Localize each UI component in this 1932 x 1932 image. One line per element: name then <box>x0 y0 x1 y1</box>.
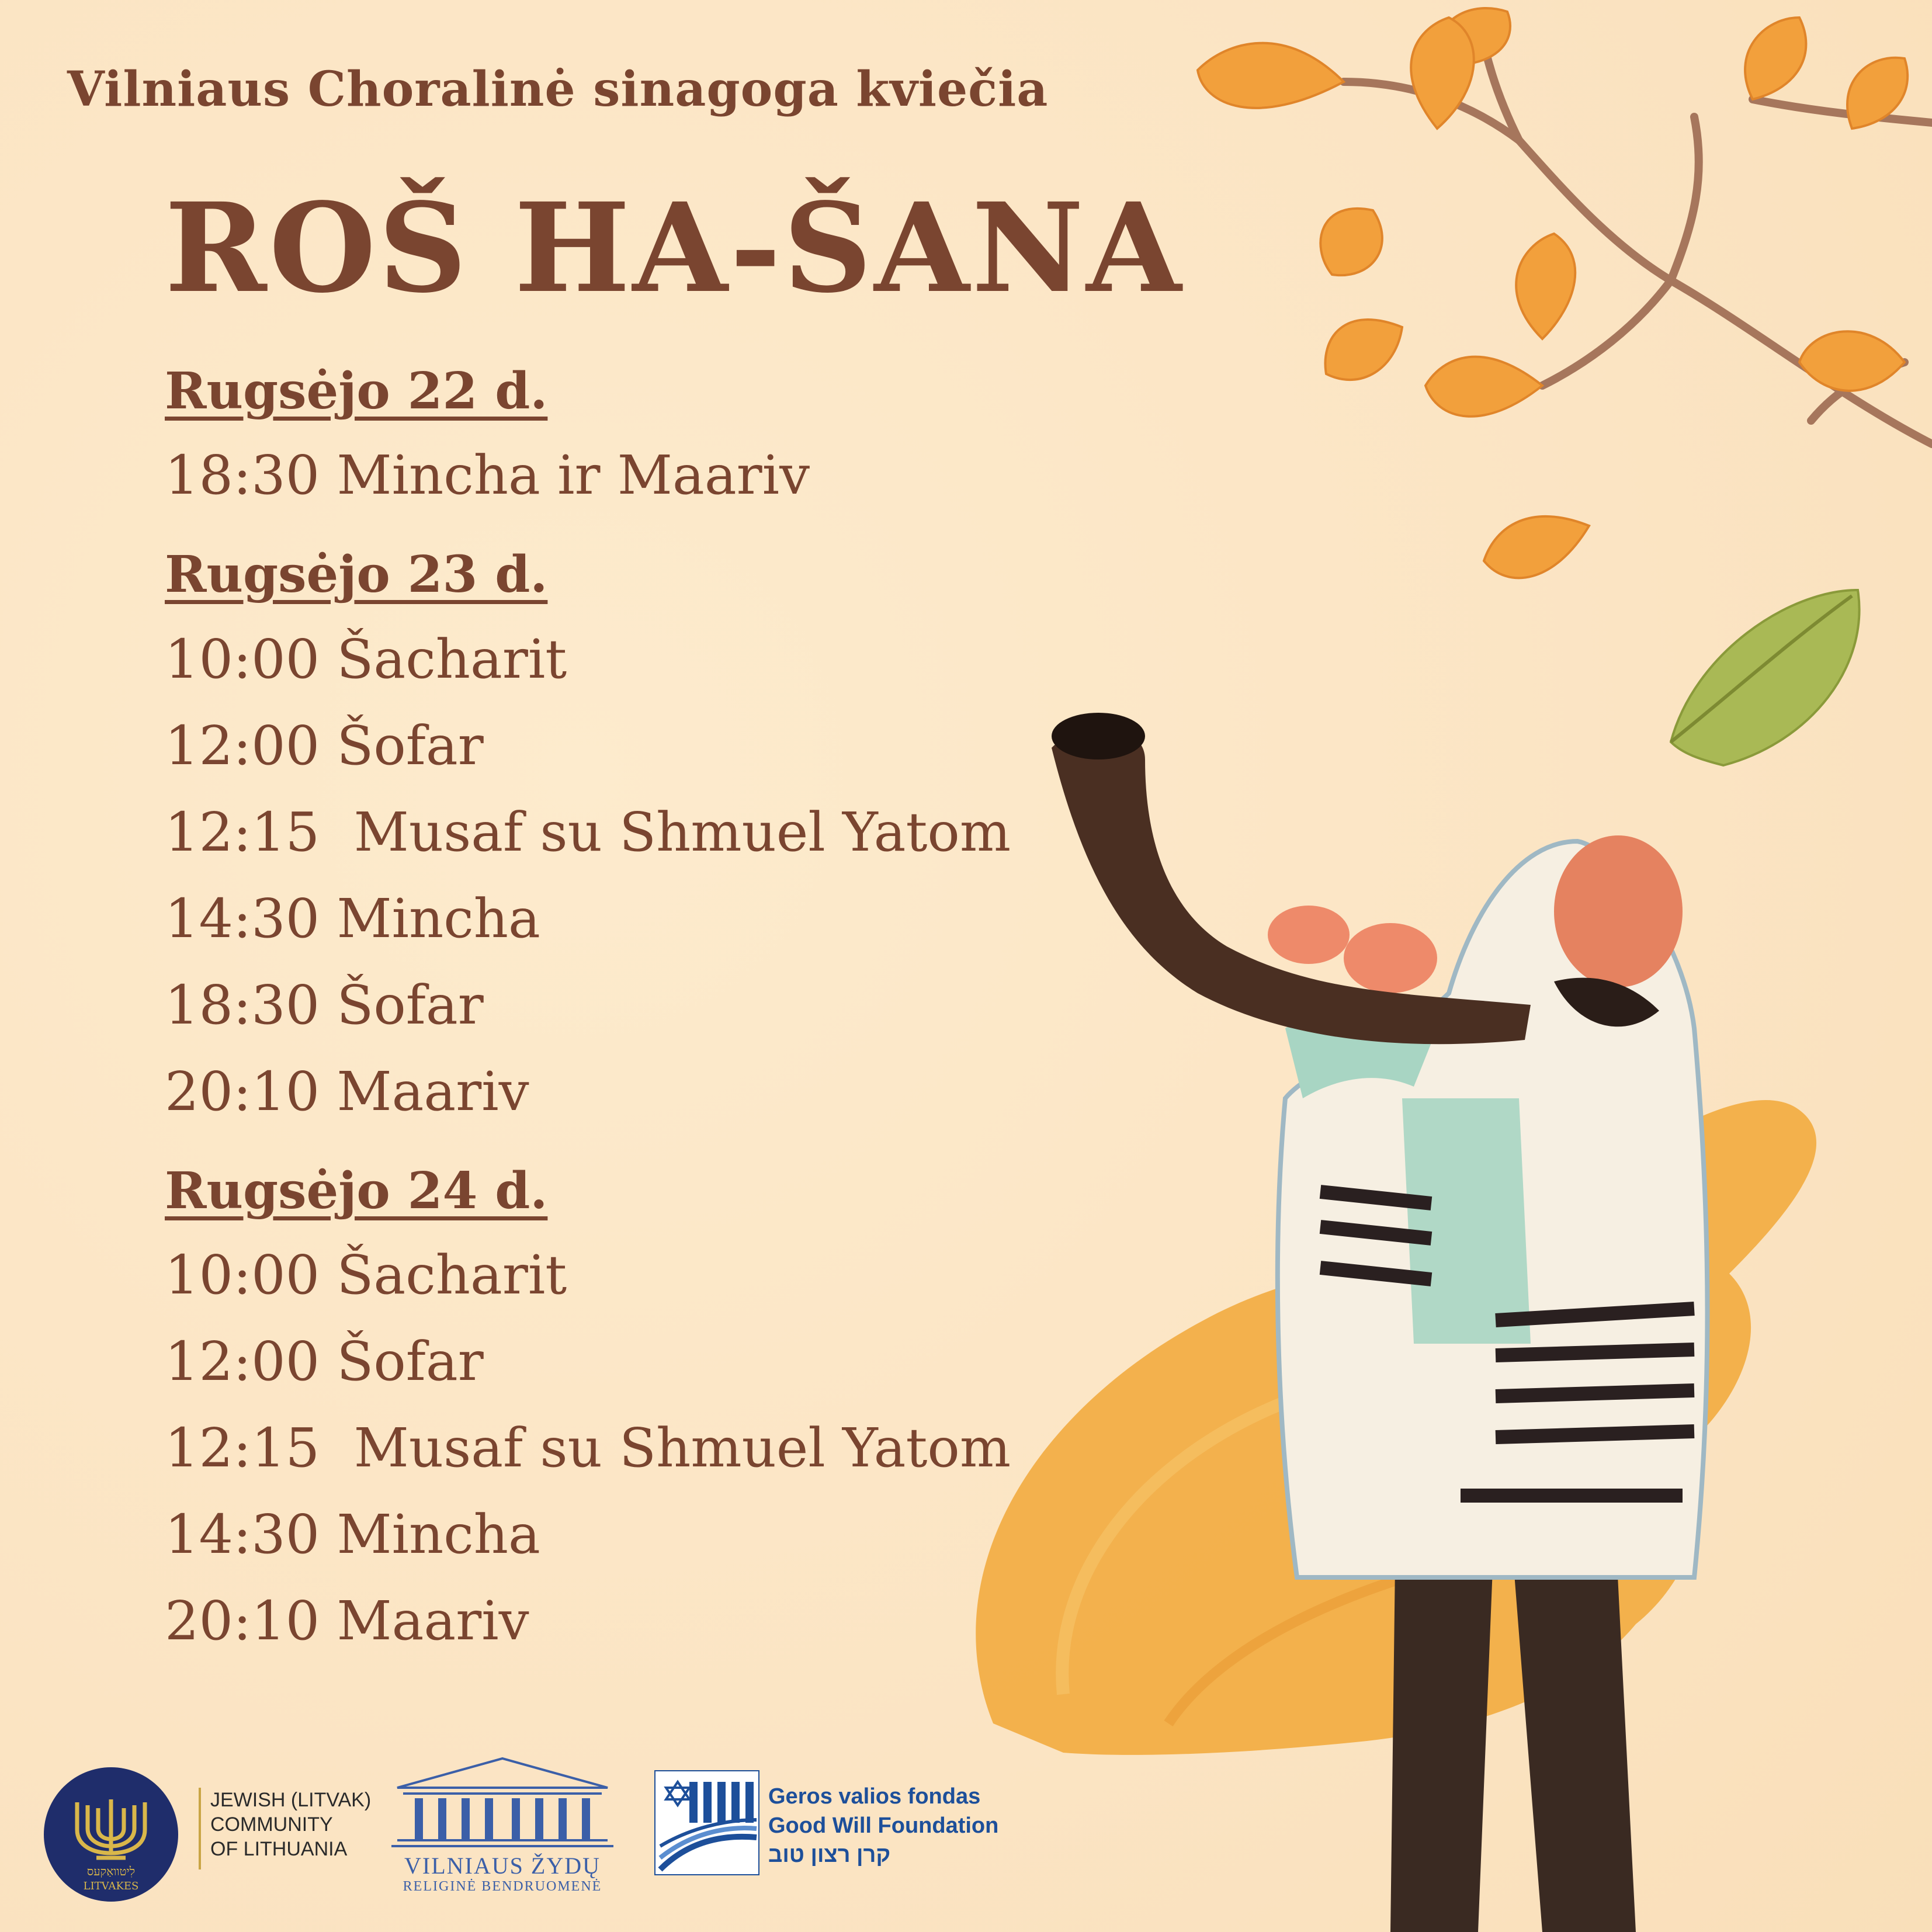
ginkgo-leaves <box>1198 8 1907 578</box>
day-heading: Rugsėjo 22 d. <box>165 362 548 421</box>
synagogue-logo-icon <box>374 1753 631 1852</box>
event-item: 18:30 Mincha ir Maariv <box>165 444 810 507</box>
sponsor-logos <box>41 1753 1034 1893</box>
event-item: 20:10 Maariv <box>165 1060 529 1123</box>
page-title: ROŠ HA-ŠANA <box>165 176 1184 320</box>
menorah-logo-icon <box>41 1764 181 1905</box>
event-item: 14:30 Mincha <box>165 1503 540 1566</box>
logo-divider <box>199 1788 201 1869</box>
event-item: 10:00 Šacharit <box>165 1244 567 1307</box>
jewish-community-name: JEWISH (LITVAK) COMMUNITY OF LITHUANIA <box>210 1789 372 1860</box>
religious-community-subtitle: RELIGINĖ BENDRUOMENĖ <box>403 1879 602 1894</box>
event-item: 20:10 Maariv <box>165 1590 529 1653</box>
event-item: 12:00 Šofar <box>165 1330 484 1393</box>
schedule <box>165 356 1099 1685</box>
good-will-logo-icon <box>654 1770 759 1875</box>
schedule-day <box>165 540 1099 1135</box>
good-will-foundation-name: Geros valios fondas Good Will Foundation קרן רצון טוב <box>768 1784 999 1867</box>
svg-text:לִיטוואַקעס: לִיטוואַקעס <box>86 1864 136 1878</box>
event-item: 14:30 Mincha <box>165 887 540 950</box>
day-heading: Rugsėjo 24 d. <box>165 1161 548 1220</box>
event-item: 18:30 Šofar <box>165 973 484 1036</box>
green-leaf <box>1671 590 1860 765</box>
religious-community-name: VILNIAUS ŽYDŲ <box>404 1853 601 1879</box>
event-item: 12:00 Šofar <box>165 714 484 777</box>
day-heading: Rugsėjo 23 d. <box>165 545 548 605</box>
organizer-invitation: Vilniaus Choralinė sinagoga kviečia <box>67 61 1049 117</box>
event-item: 12:15 Musaf su Shmuel Yatom <box>165 800 1011 863</box>
schedule-day <box>165 356 1099 519</box>
schedule-day <box>165 1156 1099 1664</box>
svg-text:LITVAKES: LITVAKES <box>83 1880 139 1892</box>
event-item: 10:00 Šacharit <box>165 627 567 691</box>
event-item: 12:15 Musaf su Shmuel Yatom <box>165 1417 1011 1480</box>
